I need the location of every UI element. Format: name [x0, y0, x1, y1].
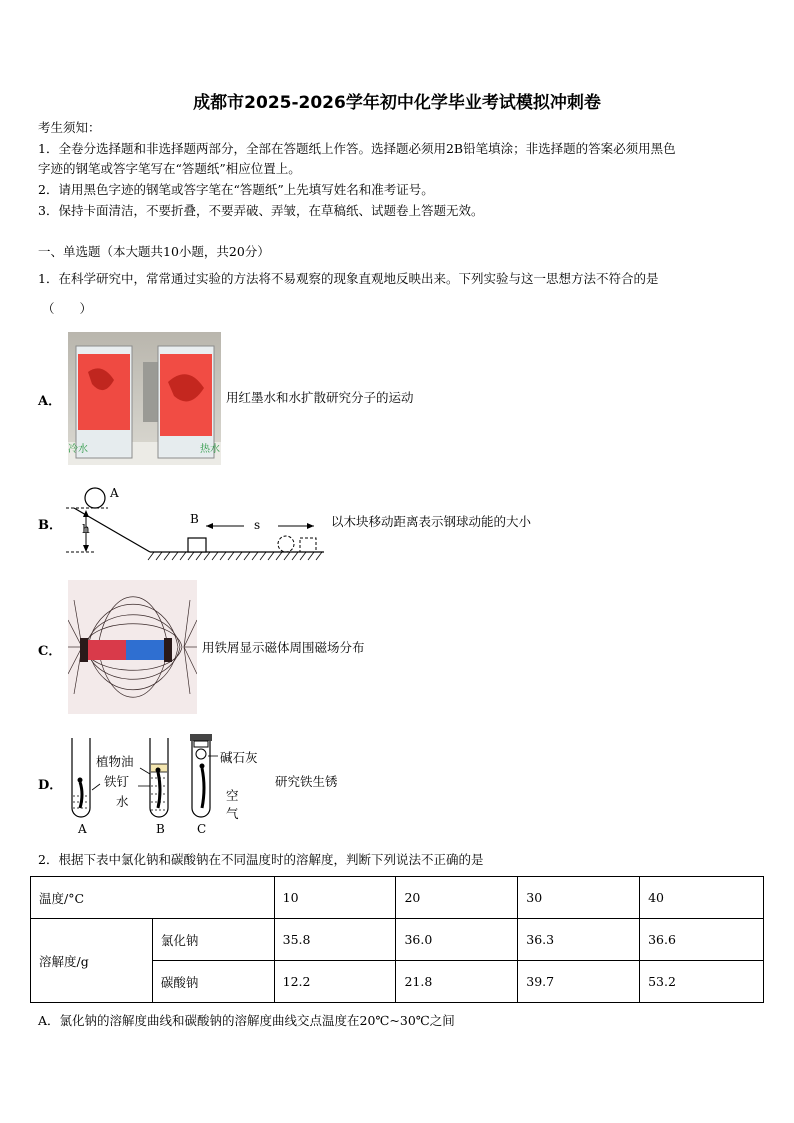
- option-d-text: 研究铁生锈: [275, 774, 338, 789]
- option-a-text: 用红墨水和水扩散研究分子的运动: [226, 390, 414, 405]
- option-b-text: 以木块移动距离表示钢球动能的大小: [331, 514, 532, 529]
- question-2-option-a: A．氯化钠的溶解度曲线和碳酸钠的溶解度曲线交点温度在20℃~30℃之间: [38, 1013, 455, 1028]
- tube-c-label: C: [197, 822, 207, 836]
- notice-item-2: 2．请用黑色字迹的钢笔或答字笔在“答题纸”上先填写姓名和准考证号。: [38, 182, 434, 197]
- question-1-paren: （ ）: [42, 301, 93, 316]
- height-label: h: [82, 522, 90, 536]
- solubility-value: 36.0: [396, 919, 518, 961]
- tube-a-label: A: [78, 822, 87, 836]
- substance-name: 氯化钠: [152, 919, 274, 961]
- option-d-letter: D．: [38, 778, 63, 793]
- question-2-stem: 2．根据下表中氯化钠和碳酸钠在不同温度时的溶解度，判断下列说法不正确的是: [38, 852, 484, 867]
- block-label: B: [190, 512, 199, 526]
- option-a-letter: A．: [38, 394, 62, 409]
- solubility-value: 39.7: [518, 961, 640, 1003]
- option-c-photo: [68, 580, 197, 714]
- temp-cell: 20: [396, 877, 518, 919]
- notice-item-1: 1．全卷分选择题和非选择题两部分，全部在答题纸上作答。选择题必须用2B铅笔填涂；非选择题的答案必须用黑色: [38, 141, 676, 156]
- solubility-value: 35.8: [274, 919, 396, 961]
- temp-cell: 10: [274, 877, 396, 919]
- option-c-text: 用铁屑显示磁体周围磁场分布: [202, 640, 365, 655]
- option-d-diagram: [66, 734, 276, 840]
- notice-item-1-cont: 字迹的钢笔或答字笔写在“答题纸”相应位置上。: [38, 161, 301, 176]
- nail-label: 铁钉: [104, 774, 130, 789]
- option-c-letter: C．: [38, 644, 62, 659]
- section-heading: 一、单选题（本大题共10小题，共20分）: [38, 244, 270, 259]
- distance-label: s: [254, 518, 261, 532]
- solubility-value: 36.6: [640, 919, 764, 961]
- oil-label: 植物油: [96, 754, 134, 769]
- soda-lime-label: 碱石灰: [220, 750, 258, 765]
- air-label-2: 气: [226, 806, 239, 821]
- question-1-stem: 1．在科学研究中，常常通过实验的方法将不易观察的现象直观地反映出来。下列实验与这一思想方法不符合的是: [38, 271, 659, 286]
- option-b-letter: B．: [38, 518, 62, 533]
- option-b-diagram: [64, 482, 328, 564]
- water-label: 水: [116, 794, 129, 809]
- substance-name: 碳酸钠: [152, 961, 274, 1003]
- air-label-1: 空: [226, 788, 239, 803]
- solubility-label: 溶解度/g: [31, 919, 153, 1003]
- table-header-row: [31, 877, 764, 919]
- option-a-photo: [68, 332, 221, 465]
- temperature-header: 温度/°C: [31, 877, 275, 919]
- temp-cell: 30: [518, 877, 640, 919]
- solubility-table: [30, 876, 764, 1003]
- solubility-value: 21.8: [396, 961, 518, 1003]
- notice-item-3: 3．保持卡面清洁，不要折叠，不要弄破、弄皱，在草稿纸、试题卷上答题无效。: [38, 203, 484, 218]
- temp-cell: 40: [640, 877, 764, 919]
- page-title: 成都市2025-2026学年初中化学毕业考试模拟冲刺卷: [193, 93, 601, 113]
- tube-b-label: B: [156, 822, 165, 836]
- solubility-value: 12.2: [274, 961, 396, 1003]
- table-row: [31, 919, 764, 961]
- ball-label: A: [110, 486, 119, 500]
- notice-heading: 考生须知：: [38, 120, 101, 135]
- solubility-value: 53.2: [640, 961, 764, 1003]
- hot-water-label: 热水: [200, 444, 220, 455]
- cold-water-label: 冷水: [68, 444, 88, 455]
- solubility-value: 36.3: [518, 919, 640, 961]
